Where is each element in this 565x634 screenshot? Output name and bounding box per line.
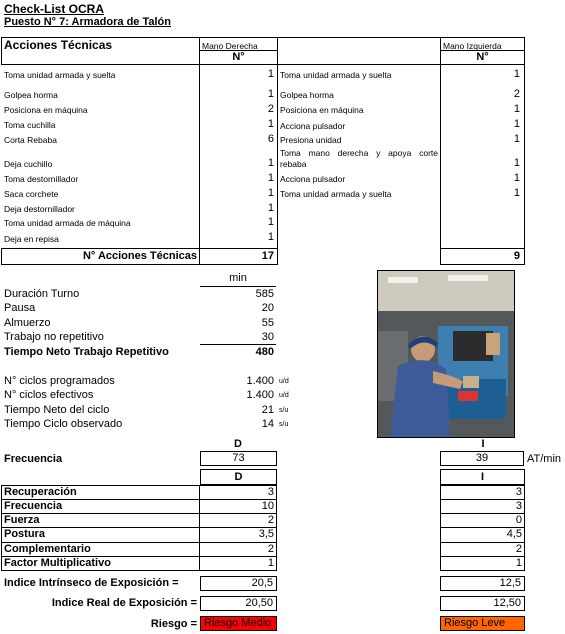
worker-photo [377, 270, 515, 438]
list-item: Posiciona en máquina [280, 105, 364, 115]
factor-i-header: I [480, 471, 485, 483]
list-item: Toma unidad armada y suelta [280, 70, 392, 80]
list-item: Acciona pulsador [280, 174, 346, 184]
intrinseco-d: 20,5 [200, 576, 277, 591]
list-item: Deja destornillador [4, 204, 75, 214]
factor-d: 2 [267, 514, 274, 526]
factor-label: Frecuencia [4, 500, 63, 512]
total-label: N° Acciones Técnicas [82, 250, 197, 262]
factor-label: Factor Multiplicativo [4, 557, 111, 569]
factor-i: 3 [515, 486, 522, 498]
min-header: min [229, 272, 247, 284]
factor-label: Postura [4, 528, 45, 540]
ciclo-value: 21 [261, 404, 274, 416]
list-item: Toma cuchilla [4, 120, 56, 130]
list-item: Toma unidad armada de máquina [4, 218, 131, 228]
riesgo-d-badge: Riesgo Medio [200, 616, 277, 631]
freq-label: Frecuencia [4, 453, 63, 465]
list-item-count: 6 [267, 133, 274, 145]
list-item: Toma unidad armada y suelta [280, 189, 392, 199]
time-label: Almuerzo [4, 317, 51, 329]
factor-i: 0 [515, 514, 522, 526]
list-item: Toma unidad armada y suelta [4, 70, 116, 80]
right-hand-label: Mano Derecha [202, 41, 258, 51]
list-item: Deja cuchillo [4, 159, 53, 169]
list-item: Acciona pulsador [280, 121, 346, 131]
freq-d-value: 73 [200, 451, 277, 466]
list-item-count: 1 [267, 202, 274, 214]
total-right: 17 [261, 250, 274, 262]
page-subtitle: Puesto N° 7: Armadora de Talón [4, 16, 171, 28]
neto-value: 480 [255, 346, 274, 358]
list-item: Toma destornillador [4, 174, 79, 184]
list-item-count: 1 [513, 157, 520, 169]
factor-label: Recuperación [4, 486, 77, 498]
riesgo-label: Riesgo = [150, 618, 197, 630]
freq-i-value: 39 [440, 451, 524, 466]
list-item-count: 1 [267, 157, 274, 169]
time-label: Pausa [4, 302, 36, 314]
acciones-title: Acciones Técnicas [4, 38, 113, 52]
factor-d: 10 [261, 500, 274, 512]
list-item-count: 1 [513, 103, 520, 115]
list-item: Corta Rebaba [4, 135, 57, 145]
ciclo-value: 1.400 [246, 389, 274, 401]
list-item: Posiciona en máquina [4, 105, 88, 115]
right-num-header: N° [232, 51, 245, 63]
factor-label: Complementario [4, 543, 91, 555]
time-value: 55 [261, 317, 274, 329]
neto-label: Tiempo Neto Trabajo Repetitivo [4, 346, 169, 358]
list-item-count: 1 [513, 118, 520, 130]
list-item: Golpea horma [4, 90, 58, 100]
real-d: 20,50 [200, 596, 277, 611]
time-value: 20 [261, 302, 274, 314]
list-item: Presiona unidad [280, 135, 342, 145]
freq-d-header: D [234, 438, 242, 450]
list-item: Toma mano derecha y apoya corte rebaba [280, 148, 438, 169]
list-item-count: 1 [513, 133, 520, 145]
freq-i-header: I [481, 438, 485, 450]
ciclo-label: Tiempo Neto del ciclo [4, 404, 110, 416]
ciclo-label: Tiempo Ciclo observado [4, 418, 123, 430]
intrinseco-label: Indice Intrínseco de Exposición = [4, 577, 179, 589]
list-item-count: 1 [267, 187, 274, 199]
time-label: Duración Turno [4, 288, 80, 300]
list-item-count: 1 [267, 231, 274, 243]
factor-d: 2 [267, 543, 274, 555]
freq-unit: AT/min [527, 453, 562, 465]
ciclo-unit: s/u [279, 407, 289, 414]
list-item-count: 1 [267, 172, 274, 184]
list-item: Deja en repisa [4, 234, 59, 244]
list-item-count: 1 [267, 88, 274, 100]
ciclo-value: 1.400 [246, 375, 274, 387]
ciclo-label: N° ciclos programados [4, 375, 115, 387]
list-item-count: 1 [267, 216, 274, 228]
list-item-count: 1 [267, 118, 274, 130]
left-num-header: N° [476, 51, 489, 63]
time-label: Trabajo no repetitivo [4, 331, 104, 343]
list-item-count: 2 [513, 88, 520, 100]
list-item: Golpea horma [280, 90, 334, 100]
left-hand-label: Mano Izquierda [443, 41, 502, 51]
factor-d: 1 [267, 557, 274, 569]
list-item-count: 1 [267, 68, 274, 80]
real-label: Indice Real de Exposición = [51, 597, 197, 609]
total-left: 9 [513, 250, 520, 262]
list-item-count: 1 [513, 187, 520, 199]
factor-label: Fuerza [4, 514, 40, 526]
list-item-count: 1 [513, 68, 520, 80]
list-item-count: 1 [513, 172, 520, 184]
real-i: 12,50 [440, 596, 525, 611]
page-title: Check-List OCRA [4, 2, 105, 16]
ciclo-label: N° ciclos efectivos [4, 389, 94, 401]
factor-i: 1 [515, 557, 522, 569]
intrinseco-i: 12,5 [440, 576, 525, 591]
factor-i: 3 [515, 500, 522, 512]
list-item: Saca corchete [4, 189, 59, 199]
ciclo-value: 14 [261, 418, 274, 430]
ciclo-unit: u/d [279, 378, 289, 385]
time-value: 30 [261, 331, 274, 343]
factor-d: 3,5 [258, 528, 274, 540]
riesgo-i-badge: Riesgo Leve [440, 616, 525, 631]
factor-i: 4,5 [506, 528, 522, 540]
ciclo-unit: s/u [279, 421, 289, 428]
factor-i: 2 [515, 543, 522, 555]
list-item-count: 2 [267, 103, 274, 115]
time-value: 585 [255, 288, 274, 300]
factor-d: 3 [267, 486, 274, 498]
factor-d-header: D [234, 471, 243, 483]
ciclo-unit: u/d [279, 392, 289, 399]
